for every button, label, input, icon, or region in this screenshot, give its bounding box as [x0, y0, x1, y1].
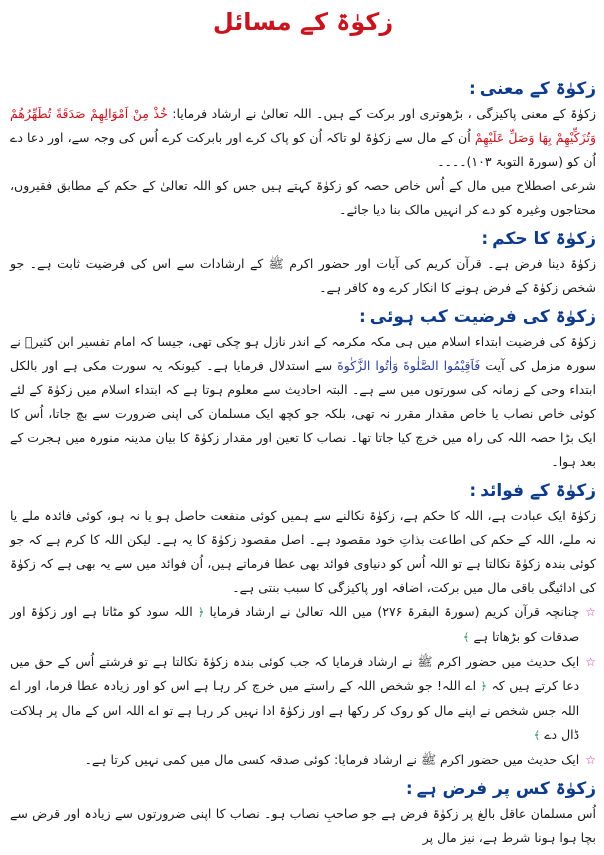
star-icon: ☆ — [585, 655, 596, 669]
heading-colon: : — [405, 779, 413, 799]
section-ruling — [10, 228, 596, 300]
heading-text: زکوٰۃ کا حکم — [492, 229, 596, 249]
ornament-open: ﴿ — [197, 606, 205, 619]
ornament-open: ﴿ — [480, 680, 487, 693]
ornament-close: ﴾ — [463, 631, 470, 644]
section-when — [10, 306, 596, 474]
bullet-item — [10, 600, 596, 650]
text: ایک حدیث میں حضور اکرم ﷺ نے ارشاد فرمایا کہ جب کوئی بندہ زکوٰۃ نکالتا ہے تو فرشتے اُس کے حق میں دعا کرتے ہیں کہ — [10, 654, 580, 693]
heading-colon: : — [481, 229, 489, 249]
heading-colon: : — [358, 307, 366, 327]
ornament-close: ﴾ — [533, 729, 541, 742]
quran-verse: فَاَقِيْمُوا الصَّلٰوةَ وَاٰتُوا الزَّكٰوةَ — [337, 358, 481, 373]
quran-verse: خُذْ مِنْ اَمْوَالِهِمْ صَدَقَةً تُطَهِّرُهُمْ وَتُزَكِّيْهِمْ بِهَا وَصَلِّ عَلَيْهِمْ — [10, 106, 597, 145]
section-heading — [10, 778, 596, 800]
text: زکوٰۃ کی فرضیت ابتداء اسلام میں ہی مکہ مکرمہ کے اندر نازل ہو چکی تھی، جیسا کہ امام تفسیر ابن کثیرؒ نے سورہ مزمل کی آیت — [10, 334, 597, 373]
star-icon: ☆ — [585, 605, 596, 619]
section-heading — [10, 228, 596, 250]
text: چنانچہ قرآن کریم (سورۃ البقرۃ ۲۷۶) میں اللہ تعالیٰ نے ارشاد فرمایا — [209, 604, 580, 619]
text: اُن کے مال سے زکوٰۃ لو تاکہ اُن کو پاک کرے اور بابرکت کرے اُس کی وجہ سے، اور دعا دے اُن کو (سورۃ التوبۃ ۱۰۳)۔۔۔۔ — [10, 130, 596, 169]
section-heading — [10, 480, 596, 502]
section-heading — [10, 306, 596, 328]
text: سے استدلال فرمایا ہے۔ کیونکہ یہ سورت مکی ہے اور بالکل ابتداء وحی کے زمانہ کی سورتوں میں سے ہے۔ البتہ احادیث سے معلوم ہوتا ہے کہ ابتداء اسلام میں زکوٰۃ کے لئے کوئی خاص نصاب یا خاص مقدار مقرر نہ تھی، بلکہ جو کچھ ایک مسلمان کی اپنی ضرورت سے بچ جاتا، اُس کا ایک بڑا حصہ اللہ کی راہ میں خرچ کیا جاتا تھا۔ نصاب کا تعین اور مقدار زکوٰۃ کا بیان مدینہ منورہ میں ہجرت کے بعد ہوا۔ — [10, 358, 596, 469]
heading-colon: : — [468, 79, 476, 99]
heading-text: زکوٰۃ کے فوائد — [480, 481, 596, 501]
paragraph: زکوٰۃ ایک عبادت ہے، اللہ کا حکم ہے، زکوٰۃ نکالنے سے ہمیں کوئی منفعت حاصل ہو یا نہ ہو، کوئی فائدہ ملے یا نہ ملے، اللہ کے حکم کی اطاعت بذاتِ خود مقصود ہے۔ اصل مقصود زکوٰۃ کا یہ ہے۔ لیکن اللہ کا کرم ہے کہ جو کوئی بندہ زکوٰۃ نکالتا ہے تو اللہ اُس کو دنیاوی فوائد بھی عطا فرماتے ہیں، اُن فوائد میں سے یہ بھی ہے کہ زکوٰۃ کی ادائیگی باقی مال میں برکت، اضافہ اور پاکیزگی کا سبب بنتی ہے۔ — [10, 508, 596, 595]
quote: اللہ سود کو مٹاتا ہے اور زکوٰۃ اور صدقات کو بڑھاتا ہے — [10, 604, 580, 644]
quote: اے اللہ! جو شخص اللہ کے راستے میں خرچ کر رہا ہے اس کو اور زیادہ عطا فرما، اور اے اللہ جس شخص نے اپنے مال کو روک کر رکھا ہے اور زکوٰۃ ادا نہیں کر رہا ہے تو اے اللہ اس کے مال پر ہلاکت ڈال دے — [10, 678, 580, 742]
paragraph — [10, 330, 596, 474]
heading-text: زکوٰۃ کی فرضیت کب ہوئی — [369, 307, 596, 327]
page-title: زکوٰۃ کے مسائل — [212, 8, 394, 36]
bullet-item — [10, 650, 596, 748]
heading-text: زکوٰۃ کے معنی — [479, 79, 596, 99]
section-benefits — [10, 480, 596, 772]
paragraph: اُس مسلمان عاقل بالغ پر زکوٰۃ فرض ہے جو صاحبِ نصاب ہو۔ نصاب کا اپنی ضرورتوں سے زیادہ اور قرض سے بچا ہوا ہونا شرط ہے، نیز مال پر — [10, 806, 596, 845]
bullet-text — [10, 650, 579, 748]
section-meaning — [10, 78, 596, 222]
star-icon: ☆ — [585, 753, 596, 767]
paragraph: زکوٰۃ دینا فرض ہے۔ قرآن کریم کی آیات اور حضور اکرم ﷺ کے ارشادات سے اس کی فرضیت ثابت ہے۔ جو شخص زکوٰۃ کے فرض ہونے کا انکار کرے وہ کافر ہے۔ — [10, 256, 596, 295]
text: زکوٰۃ کے معنی پاکیزگی ، بڑھوتری اور برکت کے ہیں۔ اللہ تعالیٰ نے ارشاد فرمایا: — [172, 106, 596, 121]
bullet-text — [10, 600, 579, 650]
paragraph — [10, 102, 596, 174]
section-heading — [10, 78, 596, 100]
section-whom — [10, 778, 596, 850]
bullet-item — [10, 748, 596, 772]
bullet-text: ایک حدیث میں حضور اکرم ﷺ نے ارشاد فرمایا: کوئی صدقہ کسی مال میں کمی نہیں کرتا ہے۔ — [84, 752, 580, 767]
heading-colon: : — [469, 481, 477, 501]
paragraph: شرعی اصطلاح میں مال کے اُس خاص حصہ کو زکوٰۃ کہتے ہیں جس کو اللہ تعالیٰ کے حکم کے مطابق فقیروں، محتاجوں وغیرہ کو دے کر انہیں مالک بنا دیا جائے۔ — [10, 178, 596, 217]
heading-text: زکوٰۃ کس پر فرض ہے — [416, 779, 596, 799]
